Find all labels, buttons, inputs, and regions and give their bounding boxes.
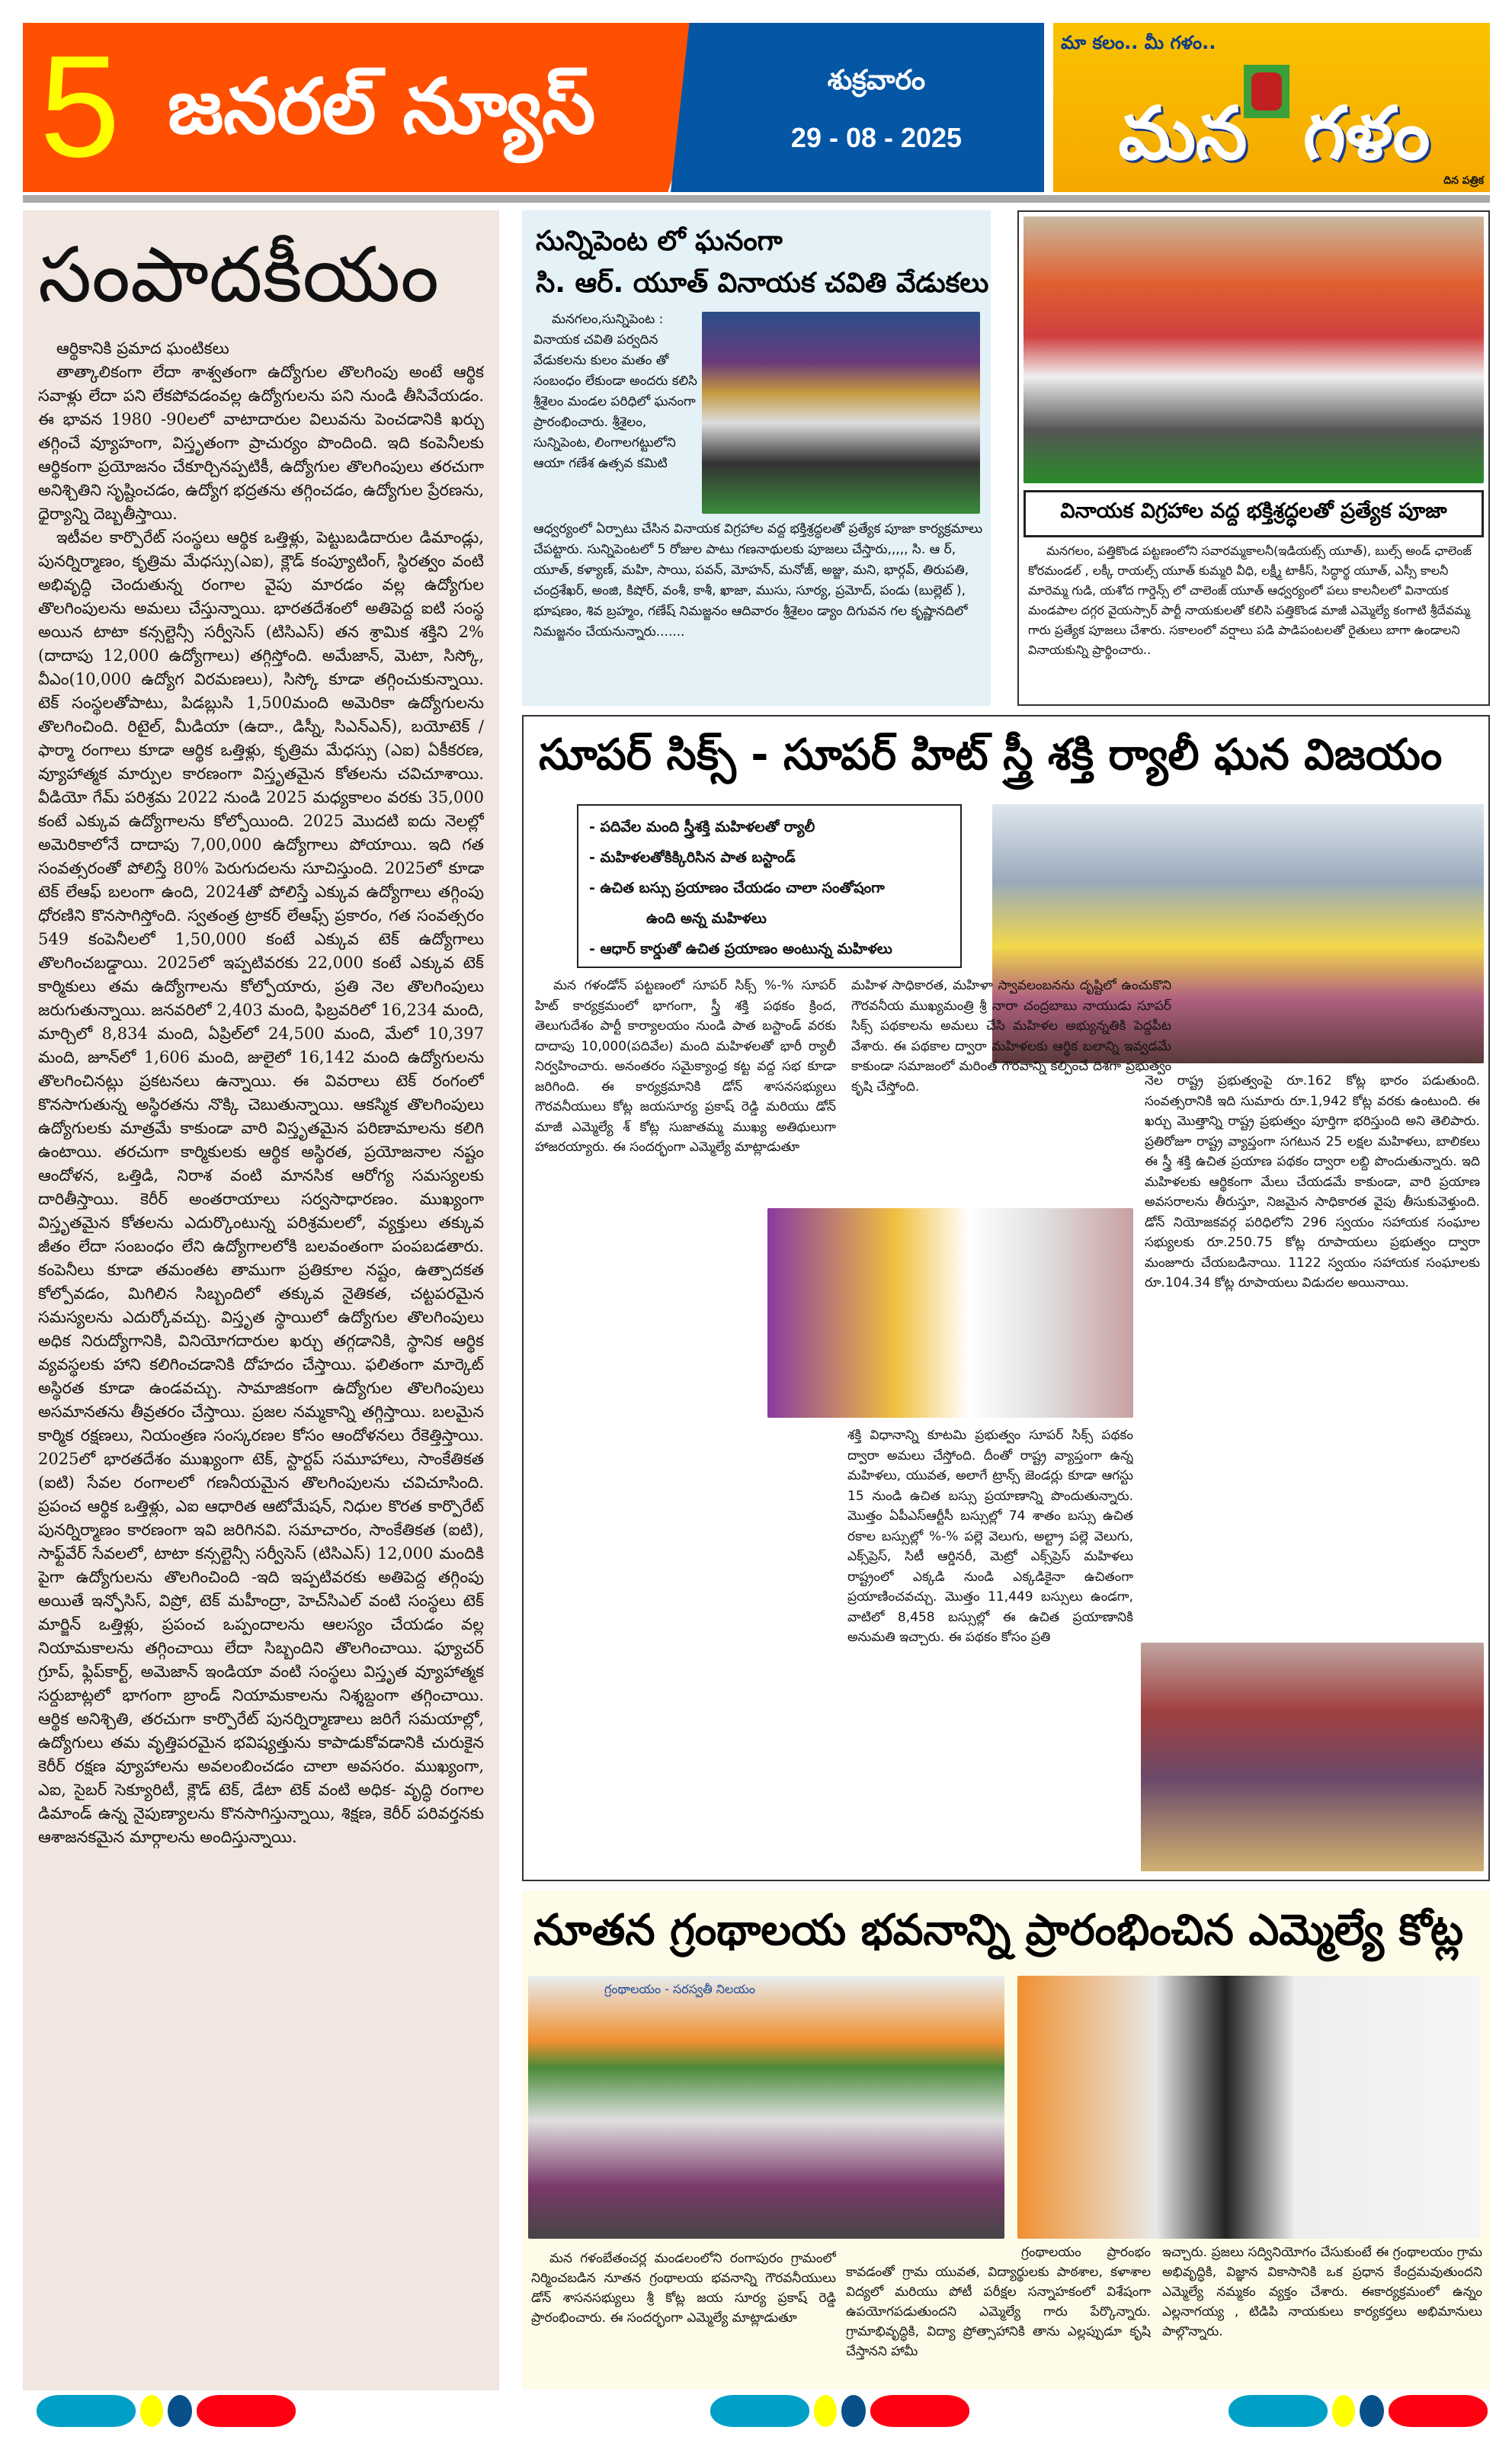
masthead bbox=[23, 23, 1490, 192]
weekday: శుక్రవారం bbox=[827, 65, 926, 96]
section-title: జనరల్ న్యూస్ bbox=[168, 62, 596, 151]
article-column: మన గళంబేతంచర్ల మండలంలోని రంగాపురం గ్రామంలో నిర్మించబడిన నూతన గ్రంథాలయ భవనాన్ని గౌరవనీయులు డోన్ శాసనసభ్యులు శ్రీ కోట్ల జయ సూర్య ప్రకాష్ రెడ్డి ప్రారంభించారు. ఈ సందర్భంగా ఎమ్మెల్యే మాట్లాడుతూ bbox=[531, 2251, 836, 2326]
header-divider bbox=[23, 195, 1490, 203]
caption-box bbox=[1023, 490, 1484, 537]
sunnipenta-article bbox=[522, 210, 991, 706]
article-column: శక్తి విధానాన్ని కూటమి ప్రభుత్వం సూపర్ సిక్స్ పథకం ద్వారా అమలు చేస్తోంది. దీంతో రాష్ట్ర వ్యాప్తంగా ఉన్న మహిళలు, యువత, అలాగే ట్రాన్స్ జెండర్లు కూడా ఆగస్టు 15 నుండి ఉచిత బస్సు ప్రయాణాన్ని పొందుతున్నారు. మొత్తం ఏపీఎస్ఆర్టీసీ బస్సుల్లో 74 శాతం బస్సు ఉచిత రకాల బస్సుల్లో %-% పల్లె వెలుగు, అల్ట్రా పల్లె వెలుగు, ఎక్స్‌ప్రెస్, సిటీ ఆర్డినరీ, మెట్రో ఎక్స్‌ప్రెస్ మహిళలు రాష్ట్రంలో ఎక్కడి నుండి ఎక్కడికైనా ఉచితంగా ప్రయాణించవచ్చు. మొత్తం 11,449 బస్సులు ఉండగా, వాటిలో 8,458 బస్సుల్లో ఈ ఉచిత ప్రయాణానికి అనుమతి ఇచ్చారు. ఈ పథకం కోసం ప్రతి bbox=[847, 1428, 1133, 1645]
footer-pill-cyan bbox=[1228, 2395, 1328, 2427]
footer-pill-red bbox=[197, 2395, 296, 2427]
logo-subtitle: దిన పత్రిక bbox=[1443, 175, 1484, 187]
editorial-column bbox=[23, 210, 499, 2390]
article-lead: మనగలం,సున్నిపెంట : వినాయక చవితి పర్వదిన వేడుకలను కులం మతం తో సంబంధం లేకుండా అందరు కలిసి శ్రీశైలం మండల పరిధిలో ఘనంగా ప్రారంభించారు. శ్రీశైలం, సున్నిపెంట, లింగాలగట్టులోని ఆయా గణేశ ఉత్సవ కమిటి bbox=[533, 312, 697, 471]
date-panel bbox=[671, 23, 1044, 192]
footer-pill-cyan bbox=[710, 2395, 809, 2427]
article-body: మనగలం, పత్తికొండ పట్టణంలోని సవారమ్మకాలనీ(ఇడియట్స్ యూత్), బుల్స్ అండ్ ఛాలెంజ్ కోరమండల్ , లక్కీ రాయల్స్ యూత్ కుమ్మరి వీధి, లక్ష్మీ టాకీస్, సిద్ధార్థ యూత్, ఎస్సీ కాలనీ మారెమ్మ గుడి, యశోద గార్డెన్స్ లో చాలెంజ్ యూత్ ఆధ్వర్యంలో పలు కాలనీలలో వినాయక మండపాల దగ్గర వైయస్సార్ పార్టీ నాయకులతో కలిసి పత్తికొండ మాజీ ఎమ్మెల్యే కంగాటి శ్రీదేవమ్మ గారు ప్రత్యేక పూజలు చేశారు. సకాలంలో వర్షాలు పడి పాడిపంటలతో రైతులు బాగా ఉండాలని వినాయకున్ని ప్రార్థించారు.. bbox=[1028, 543, 1472, 657]
highlight-item: - పదివేల మంది స్త్రీశక్తి మహిళలతో ర్యాలీ bbox=[589, 819, 815, 835]
article-column: గ్రంథాలయం ప్రారంభం కావడంతో గ్రామ యువత, విద్యార్థులకు పాఠశాల, కళాశాల విద్యలో మరియు పోటీ పరీక్షల సన్నాహకంలో విశేషంగా ఉపయోగపడుతుందని ఎమ్మెల్యే గారు పేర్కొన్నారు. గ్రామాభివృద్ధికి, విద్యా ప్రోత్సాహానికి తాను ఎల్లప్పుడూ కృషి చేస్తానని హామీ bbox=[846, 2245, 1151, 2359]
pooja-group-photo bbox=[1023, 216, 1484, 483]
ganesh-celebration-photo bbox=[702, 312, 980, 514]
editorial-paragraph: ఇటీవల కార్పొరేట్ సంస్థలు ఆర్థిక ఒత్తిళ్లు, పెట్టుబడిదారుల డిమాండ్లు, పునర్నిర్మాణం, కృత్రిమ మేధస్సు(ఎఐ), క్లౌడ్ కంప్యూటింగ్, స్థిరత్వం వంటి అభివృద్ధి చెందుతున్న రంగాల వైపు మారడం వల్ల ఉద్యోగుల తొలగింపులను అమలు చేస్తున్నాయి. భారతదేశంలో అతిపెద్ద ఐటి సంస్థ అయిన టాటా కన్సల్టెన్సీ సర్వీసెస్ (టిసిఎస్) తన శ్రామిక శక్తిని 2%(దాదాపు 12,000 ఉద్యోగాలు) తగ్గిస్తోంది. అమేజాన్, మెటా, సిస్కో, వీఎం(10,000 ఉద్యోగ విరమణలు), సిస్కో కూడా తగ్గించుకున్నాయి. టెక్ సంస్థలతోపాటు, పిడబ్లుసి 1,500మంది అమెరికా ఉద్యోగులను తొలగించింది. రిటైల్, మీడియా (ఉదా., డిస్నీ, సిఎన్ఎన్), బయోటెక్ /ఫార్మా రంగాలు కూడా ఆర్థిక ఒత్తిళ్లు, కృత్రిమ మేధస్సు (ఎఐ) ఏకీకరణ, వ్యూహాత్మక మార్పుల కారణంగా విస్తృతమైన కోతలను చవిచూశాయి. వీడియో గేమ్ పరిశ్రమ 2022 నుండి 2025 మధ్యకాలం వరకు 35,000 కంటే ఎక్కువ ఉద్యోగాలను కోల్పోయింది. 2025 మొదటి ఐదు నెలల్లో అమెరికాలోనే దాదాపు 7,00,000 ఉద్యోగాలు పోయాయి. ఇది గత సంవత్సరంతో పోలిస్తే 80% పెరుగుదలను సూచిస్తుంది. 2025లో కూడా టెక్ లేఆఫ్ బలంగా ఉంది, 2024తో పోలిస్తే ఎక్కువ ఉద్యోగాలు తగ్గింపు ధోరణిని కొనసాగిస్తోంది. స్వతంత్ర ట్రాకర్ లేఆఫ్స్ ప్రకారం, గత సంవత్సరం 549 కంపెనీలలో 1,50,000 కంటే ఎక్కువ టెక్ ఉద్యోగాలు తొలగించబడ్డాయి. 2025లో ఇప్పటివరకు 22,000 కంటే ఎక్కువ టెక్ కార్మికులు తమ ఉద్యోగాలను కోల్పోయారు, ప్రతి నెల తొలగింపులు జరుగుతున్నాయి. జనవరిలో 2,403 మంది, ఫిబ్రవరిలో 16,234 మంది, మార్చిలో 8,834 మంది, ఏప్రిల్‌లో 24,500 మంది, మేలో 10,397 మంది, జూన్‌లో 1,606 మంది, జులైలో 16,142 మంది ఉద్యోగులను తొలగించినట్లు ప్రకటనలు ఉన్నాయి. ఈ వివరాలు టెక్ రంగంలో కొనసాగుతున్న అస్థిరతను నొక్కి చెబుతున్నాయి. ఆకస్మిక తొలగింపులు ఉద్యోగులకు మాత్రమే కాకుండా వారి విస్తృతమైన పరిణామాలను కలిగి ఉంటాయి. తరచుగా కార్మికులకు ఆర్థిక అస్థిరత, ప్రయోజనాల నష్టం ఆందోళన, ఒత్తిడి, నిరాశ వంటి మానసిక ఆరోగ్య సమస్యలకు దారితీస్తాయి. కెరీర్ అంతరాయాలు సర్వసాధారణం. ముఖ్యంగా విస్తృతమైన కోతలను ఎదుర్కొంటున్న పరిశ్రమలలో, వ్యక్తులు తక్కువ జీతం లేదా సంబంధం లేని ఉద్యోగాలలోకి బలవంతంగా పంపబడతారు. కంపెనీలు కూడా తమంతట తాముగా ప్రతికూల నష్టం, ఉత్పాదకత కోల్పోవడం, మిగిలిన సిబ్బందిలో తక్కువ నైతికత, చట్టపరమైన సమస్యలను ఎదుర్కోవచ్చు. విస్తృత స్థాయిలో ఉద్యోగుల తొలగింపులు అధిక నిరుద్యోగానికి, వినియోగదారుల ఖర్చు తగ్గడానికి, స్థానిక ఆర్థిక వ్యవస్థలకు హాని కలిగించడానికి దోహదం చేస్తాయి. ఫలితంగా మార్కెట్ అస్థిరత కూడా ఉండవచ్చు. సామాజికంగా ఉద్యోగుల తొలగింపులు అసమానతను తీవ్రతరం చేస్తాయి. ప్రజల నమ్మకాన్ని తగ్గిస్తాయి. బలమైన కార్మిక రక్షణలు, నియంత్రణ సంస్కరణల కోసం ఆందోళనలు రేకెత్తిస్తాయి. 2025లో భారతదేశం ముఖ్యంగా టెక్, స్టార్టప్ సమూహాలు, సాంకేతికత (ఐటి) సేవల రంగాలలో గణనీయమైన తొలగింపులను చవిచూసింది. ప్రపంచ ఆర్థిక ఒత్తిళ్లు, ఎఐ ఆధారిత ఆటోమేషన్, నిధుల కొరత కార్పొరేట్ పునర్నిర్మాణం కారణంగా ఇవి జరిగినవి. సమాచారం, సాంకేతికత (ఐటి), సాఫ్ట్‌వేర్ సేవలలో, టాటా కన్సల్టెన్సీ సర్వీసెస్ (టిసిఎస్) 12,000 మందికి పైగా ఉద్యోగులను తొలగించింది -ఇది ఇప్పటివరకు అతిపెద్ద తగ్గింపు అయితే ఇన్ఫోసిస్, విప్రో, టెక్ మహీంద్రా, హెచ్‌సిఎల్ వంటి సంస్థలు టెక్ మార్జిన్ ఒత్తిళ్లు, ప్రపంచ ఒప్పందాలను ఆలస్యం చేయడం వల్ల నియామకాలను తగ్గించాయి లేదా సిబ్బందిని తొలగించాయి. ఫ్యూచర్ గ్రూప్, ఫ్లిప్‌కార్ట్, అమెజాన్ ఇండియా వంటి సంస్థలు విస్తృత వ్యూహాత్మక సర్దుబాట్లలో భాగంగా బ్రాండ్ నియామకాలను నిశ్శబ్దంగా తగ్గించాయి. ఆర్థిక అనిశ్చితి, తరచుగా కార్పొరేట్ పునర్నిర్మాణాలు జరిగే సమయాల్లో, ఉద్యోగులు తమ వృత్తిపరమైన భవిష్యత్తును కాపాడుకోవడానికి చురుకైన కెరీర్ రక్షణ వ్యూహాలను అవలంబించడం చాలా అవసరం. ముఖ్యంగా, ఎఐ, సైబర్ సెక్యూరిటీ, క్లౌడ్ టెక్, డేటా టెక్ వంటి అధిక- వృద్ధి రంగాల డిమాండ్ ఉన్న నైపుణ్యాలను కొనసాగిస్తున్నాయి, శిక్షణ, కెరీర్ పరివర్తనకు ఆశాజనకమైన మార్గాలను అందిస్తున్నాయి. bbox=[38, 528, 484, 1846]
highlight-item: - ఆధార్ కార్డుతో ఉచిత ప్రయాణం అంటున్న మహిళలు bbox=[589, 941, 892, 957]
footer-pill-yellow bbox=[814, 2395, 837, 2427]
article-body: ఆధ్వర్యంలో ఏర్పాటు చేసిన వినాయక విగ్రహాల వద్ద భక్తిశ్రద్ధలతో ప్రత్యేక పూజా కార్యక్రమాలు చేపట్టారు. సున్నిపెంటలో 5 రోజుల పాటు గణనాథులకు పూజలు చేస్తారు,,,,, సి. ఆ ర్, యూత్, కళ్యాణ్, మహి, సాయి, పవన్, మోహన్, మనోజ్, అజ్జు, మని, భార్గవ్, తిరుపతి, చంద్రశేఖర్, అంజి, కిషోర్, వంశీ, కాశీ, ఖాజా, ముసు, సూర్య, ప్రమోద్, పండు (బుల్లెట్ ), భూషణం, శివ బ్రహ్మం, గణేష్ నిమజ్జనం ఆదివారం శ్రీశైలం డ్యాం దిగువన గల కృష్ణానదిలో నిమజ్జనం చేయనున్నారు....... bbox=[533, 521, 983, 640]
footer-pill-yellow bbox=[140, 2395, 163, 2427]
article-headline: సి. ఆర్. యూత్ వినాయక చవితి వేడుకలు bbox=[536, 268, 989, 299]
banner-text: గ్రంథాలయం - సరస్వతీ నిలయం bbox=[604, 1982, 756, 1996]
editorial-subtitle: ఆర్థికానికి ప్రమాద ఘంటికలు bbox=[56, 339, 229, 357]
footer-pill-cyan bbox=[37, 2395, 136, 2427]
caption-headline: వినాయక విగ్రహాల వద్ద భక్తిశ్రద్ధలతో ప్రత్యేక పూజా bbox=[1060, 499, 1447, 523]
highlights-box bbox=[577, 804, 962, 968]
footer-pill-yellow bbox=[1332, 2395, 1355, 2427]
article-headline: సున్నిపెంట లో ఘనంగా bbox=[536, 226, 783, 257]
editorial-paragraph: తాత్కాలికంగా లేదా శాశ్వతంగా ఉద్యోగుల తొలగింపు అంటే ఆర్థిక సవాళ్లు లేదా పని లేకపోవడంవల్ల ఉద్యోగులను పని నుండి తీసివేయడం. ఈ భావన 1980 -90లలో వాటాదారుల విలువను పెంచడానికి ఖర్చు తగ్గించే వ్యూహంగా, విస్తృతంగా ప్రాచుర్యం పొందింది. ఇది కంపెనీలకు ఆర్థికంగా ప్రయోజనం చేకూర్చినప్పటికీ, ఉద్యోగుల తొలగింపులు తరచుగా అనిశ్చితిని సృష్టించడం, ఉద్యోగ భద్రతను తగ్గించడం, ఉద్యోగుల ప్రేరణను, ధైర్యాన్ని దెబ్బతీస్తాయి. bbox=[38, 363, 484, 523]
highlight-item: - మహిళలతోకిక్కిరిసిన పాత బస్టాండ్ bbox=[589, 849, 796, 866]
article-column: ఇచ్చారు. ప్రజలు సద్వినియోగం చేసుకుంటే ఈ గ్రంథాలయం గ్రామ అభివృద్ధికి, విజ్ఞాన వికాసానికి ఒక ప్రధాన కేంద్రమవుతుందని ఎమ్మెల్యే నమ్మకం వ్యక్తం చేశారు. ఈకార్యక్రమంలో ఉన్నం ఎల్లనాగయ్య , టిడిపి నాయకులు కార్యకర్తలు అభిమానులు పాల్గొన్నారు. bbox=[1162, 2245, 1482, 2339]
article-headline: సూపర్ సిక్స్ - సూపర్ హిట్ స్త్రీ శక్తి ర్యాలీ ఘన విజయం bbox=[539, 730, 1443, 780]
editorial-title: సంపాదకీయం bbox=[38, 230, 440, 319]
footer-pill-red bbox=[1389, 2395, 1488, 2427]
highlight-item: - ఉచిత బస్సు ప్రయాణం చేయడం చాలా సంతోషంగా bbox=[589, 880, 885, 896]
article-column: మన గళండోన్ పట్టణంలో సూపర్ సిక్స్ %-% సూపర్ హిట్ కార్యక్రమంలో భాగంగా, స్త్రీ శక్తి పథకం క్రింద, తెలుగుదేశం పార్టీ కార్యాలయం నుండి పాత బస్టాండ్ వరకు దాదాపు 10,000(పదివేల) మంది మహిళలతో భారీ ర్యాలీ నిర్వహించారు. అనంతరం సమైక్యాంధ్ర కట్ట వద్ద సభ కూడా జరిగింది. ఈ కార్యక్రమానికి డోన్ శాసనసభ్యులు గౌరవనీయులు కోట్ల జయసూర్య ప్రకాష్ రెడ్డి మరియు డోన్ మాజీ ఎమ్మెల్యే శ్ కోట్ల సుజాతమ్మ ముఖ్య అతిథులుగా హాజరయ్యారు. ఈ సందర్భంగా ఎమ్మెల్యే మాట్లాడుతూ bbox=[535, 978, 836, 1155]
footer-pill-navy bbox=[168, 2395, 192, 2427]
highlight-item: ఉంది అన్న మహిళలు bbox=[646, 910, 767, 927]
mla-speaking-photo bbox=[767, 1208, 1133, 1418]
article-column: నెల రాష్ట్ర ప్రభుత్వంపై రూ.162 కోట్ల భారం పడుతుంది. సంవత్సరానికి ఇది సుమారు రూ.1,942 కోట్ల వరకు ఉంటుంది. ఈ ఖర్చు మొత్తాన్ని రాష్ట్ర ప్రభుత్వం పూర్తిగా భరిస్తుంది అని తెలిపారు. ప్రతిరోజూ రాష్ట్ర వ్యాప్తంగా సగటున 25 లక్షల మహిళలు, బాలికలు ఈ స్త్రీ శక్తి ఉచిత ప్రయాణ పథకం ద్వారా లబ్ది పొందుతున్నారు. ఇది మహిళలకు ఆర్థికంగా మేలు చేయడమే కాకుండా, వారి ప్రయాణ అవసరాలను తీరుస్తూ, నిజమైన సాధికారత వైపు తీసుకువెళ్తుంది. డోన్ నియోజకవర్గ పరిధిలోని 296 స్వయం సహాయక సంఘాల సభ్యులకు రూ.250.75 కోట్ల రూపాయలు ప్రభుత్వం ద్వారా మంజూరు చేయబడినాయి. 1122 స్వయం సహాయక సంఘాలకు రూ.104.34 కోట్ల రూపాయలు విడుదల అయినాయి. bbox=[1145, 1073, 1480, 1290]
logo-name: మన గళం bbox=[1118, 91, 1430, 176]
footer-pill-navy bbox=[841, 2395, 866, 2427]
article-headline: నూతన గ్రంథాలయ భవనాన్ని ప్రారంభించిన ఎమ్మెల్యే కోట్ల bbox=[533, 1906, 1464, 1955]
plaque-unveiling-photo bbox=[1017, 1976, 1480, 2239]
logo bbox=[1053, 23, 1490, 192]
crowd-photo bbox=[1141, 1643, 1484, 1871]
footer-pill-red bbox=[870, 2395, 969, 2427]
super-six-article bbox=[522, 715, 1490, 1881]
footer-pill-navy bbox=[1360, 2395, 1384, 2427]
pooja-article bbox=[1017, 210, 1490, 706]
issue-date: 29 - 08 - 2025 bbox=[790, 122, 963, 153]
article-column: మహిళ సాధికారత, మహిళా స్వావలంబనను దృష్టిలో ఉంచుకొని గౌరవనీయ ముఖ్యమంత్రి శ్రీ నారా చంద్రబాబు నాయుడు సూపర్ సిక్స్ పథకాలను అమలు చేసి మహిళల అభ్యున్నతికి పెద్దపీట వేశారు. ఈ పథకాల ద్వారా మహిళలకు ఆర్థిక బలాన్ని ఇవ్వడమే కాకుండా సమాజంలో మరింత గౌరవాన్ని కల్పించే దిశగా ప్రభుత్వం కృషి చేస్తోంది. bbox=[851, 978, 1171, 1095]
page-number: 5 bbox=[40, 26, 120, 188]
library-article bbox=[522, 1890, 1490, 2390]
library-inauguration-photo bbox=[528, 1976, 1004, 2239]
logo-tagline: మా కలం.. మీ గళం.. bbox=[1061, 32, 1216, 53]
